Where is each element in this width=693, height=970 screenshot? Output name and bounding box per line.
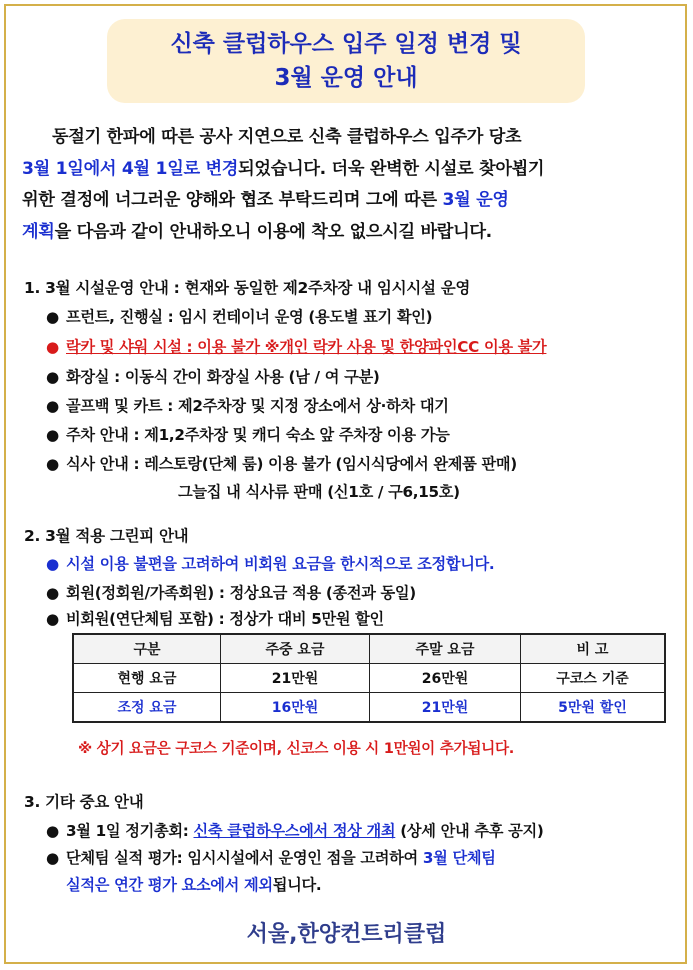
intro-line-1 xyxy=(22,122,672,154)
intro-line-3 xyxy=(22,185,672,217)
intro-text-3: 위한 결정에 너그러운 양해와 협조 부탁드리며 그에 따른 xyxy=(22,190,443,210)
item-text: 프런트, 진행실 : 임시 컨테이너 운영 (용도별 표기 확인) xyxy=(66,308,433,326)
table-row-adjusted xyxy=(73,693,665,723)
section-1-meal-continued: 그늘집 내 식사류 판매 (신1호 / 구6,15호) xyxy=(178,483,460,501)
item-text: 화장실 : 이동식 간이 화장실 사용 (남 / 여 구분) xyxy=(66,368,380,386)
section-1-item: ● 화장실 : 이동식 간이 화장실 사용 (남 / 여 구분) xyxy=(46,368,380,386)
section-1-item: ● 주차 안내 : 제1,2주차장 및 캐디 숙소 앞 주차장 이용 가능 xyxy=(46,426,450,444)
table-cell: 21만원 xyxy=(370,693,521,723)
item-text: (상세 안내 추후 공지) xyxy=(395,822,544,840)
section-1-item: ● 식사 안내 : 레스토랑(단체 룸) 이용 불가 (임시식당에서 완제품 판매) xyxy=(46,455,517,473)
section-3-heading: 3. 기타 중요 안내 xyxy=(24,793,144,811)
table-cell: 구코스 기준 xyxy=(521,664,666,693)
table-cell: 조정 요금 xyxy=(73,693,221,723)
fee-table xyxy=(72,633,666,723)
item-text: 됩니다. xyxy=(272,876,322,894)
section-1-item-locker: ● 락카 및 샤워 시설 : 이용 불가 ※개인 락카 사용 및 한양파인CC 이용 불가 xyxy=(46,338,547,356)
intro-text-1: 동절기 한파에 따른 공사 지연으로 신축 클럽하우스 입주가 당초 xyxy=(52,127,522,147)
item-highlight: 신축 클럽하우스에서 정상 개최 xyxy=(193,822,396,840)
table-header: 주말 요금 xyxy=(370,634,521,664)
item-highlight: 실적은 연간 평가 요소에서 제외 xyxy=(66,876,273,894)
section-1-item: ● 골프백 및 카트 : 제2주차장 및 지정 장소에서 상·하차 대기 xyxy=(46,397,449,415)
intro-text-4: 을 다음과 같이 안내하오니 이용에 착오 없으시길 바랍니다. xyxy=(54,221,492,242)
item-text: 락카 및 샤워 시설 : 이용 불가 ※개인 락카 사용 및 한양파인CC 이용 불가 xyxy=(66,338,547,356)
title-box xyxy=(107,19,585,103)
intro-text-2: 되었습니다. 더욱 완벽한 시설로 찾아뵙기 xyxy=(238,158,545,179)
club-name-footer: 서울,한양컨트리클럽 xyxy=(246,922,447,947)
table-header-row xyxy=(73,634,665,664)
title-line-2: 3월 운영 안내 xyxy=(274,65,418,91)
intro-line-2 xyxy=(22,154,672,186)
section-2-item: ● 회원(정회원/가족회원) : 정상요금 적용 (종전과 동일) xyxy=(46,584,416,602)
section-3-item-meeting: ● 3월 1일 정기총회: 신축 클럽하우스에서 정상 개최 (상세 안내 추후 공지) xyxy=(46,822,544,840)
item-label: 3월 1일 정기총회: xyxy=(66,822,194,840)
table-cell: 5만원 할인 xyxy=(521,693,666,723)
section-1-heading: 1. 3월 시설운영 안내 : 현재와 동일한 제2주차장 내 임시시설 운영 xyxy=(24,279,471,297)
table-row xyxy=(73,664,665,693)
section-2-item: ● 비회원(연단체팀 포함) : 정상가 대비 5만원 할인 xyxy=(46,610,384,628)
item-text: 시설 이용 불편을 고려하여 비회원 요금을 한시적으로 조정합니다. xyxy=(66,555,495,573)
intro-highlight-date: 3월 1일에서 4월 1일로 변경 xyxy=(22,158,239,179)
item-text: 비회원(연단체팀 포함) : 정상가 대비 5만원 할인 xyxy=(66,610,384,628)
item-text: 회원(정회원/가족회원) : 정상요금 적용 (종전과 동일) xyxy=(66,584,416,602)
table-cell: 현행 요금 xyxy=(73,664,221,693)
table-cell: 26만원 xyxy=(370,664,521,693)
table-header: 구분 xyxy=(73,634,221,664)
item-highlight: 3월 단체팀 xyxy=(422,849,496,867)
title-line-1: 신축 클럽하우스 입주 일정 변경 및 xyxy=(170,31,522,57)
section-3-item-evaluation: ● 단체팀 실적 평가: 임시시설에서 운영인 점을 고려하여 3월 단체팀 xyxy=(46,849,496,867)
intro-highlight-plan: 3월 운영 xyxy=(442,190,509,210)
section-3-item-evaluation-cont xyxy=(66,874,321,895)
intro-line-4 xyxy=(22,217,672,249)
fee-note: ※ 상기 요금은 구코스 기준이며, 신코스 이용 시 1만원이 추가됩니다. xyxy=(78,740,514,757)
item-text: 주차 안내 : 제1,2주차장 및 캐디 숙소 앞 주차장 이용 가능 xyxy=(66,426,450,444)
item-text: 식사 안내 : 레스토랑(단체 룸) 이용 불가 (임시식당에서 완제품 판매) xyxy=(66,455,517,473)
table-header: 주중 요금 xyxy=(221,634,370,664)
item-text: 단체팀 실적 평가: 임시시설에서 운영인 점을 고려하여 xyxy=(66,849,423,867)
intro-paragraph xyxy=(22,122,672,248)
section-2-item-notice: ● 시설 이용 불편을 고려하여 비회원 요금을 한시적으로 조정합니다. xyxy=(46,555,495,573)
table-header: 비 고 xyxy=(521,634,666,664)
section-2-heading: 2. 3월 적용 그린피 안내 xyxy=(24,527,189,545)
section-1-item: ● 프런트, 진행실 : 임시 컨테이너 운영 (용도별 표기 확인) xyxy=(46,308,433,326)
intro-highlight-plan-2: 계획 xyxy=(22,221,55,242)
item-text: 골프백 및 카트 : 제2주차장 및 지정 장소에서 상·하차 대기 xyxy=(66,397,449,415)
table-cell: 16만원 xyxy=(221,693,370,723)
table-cell: 21만원 xyxy=(221,664,370,693)
